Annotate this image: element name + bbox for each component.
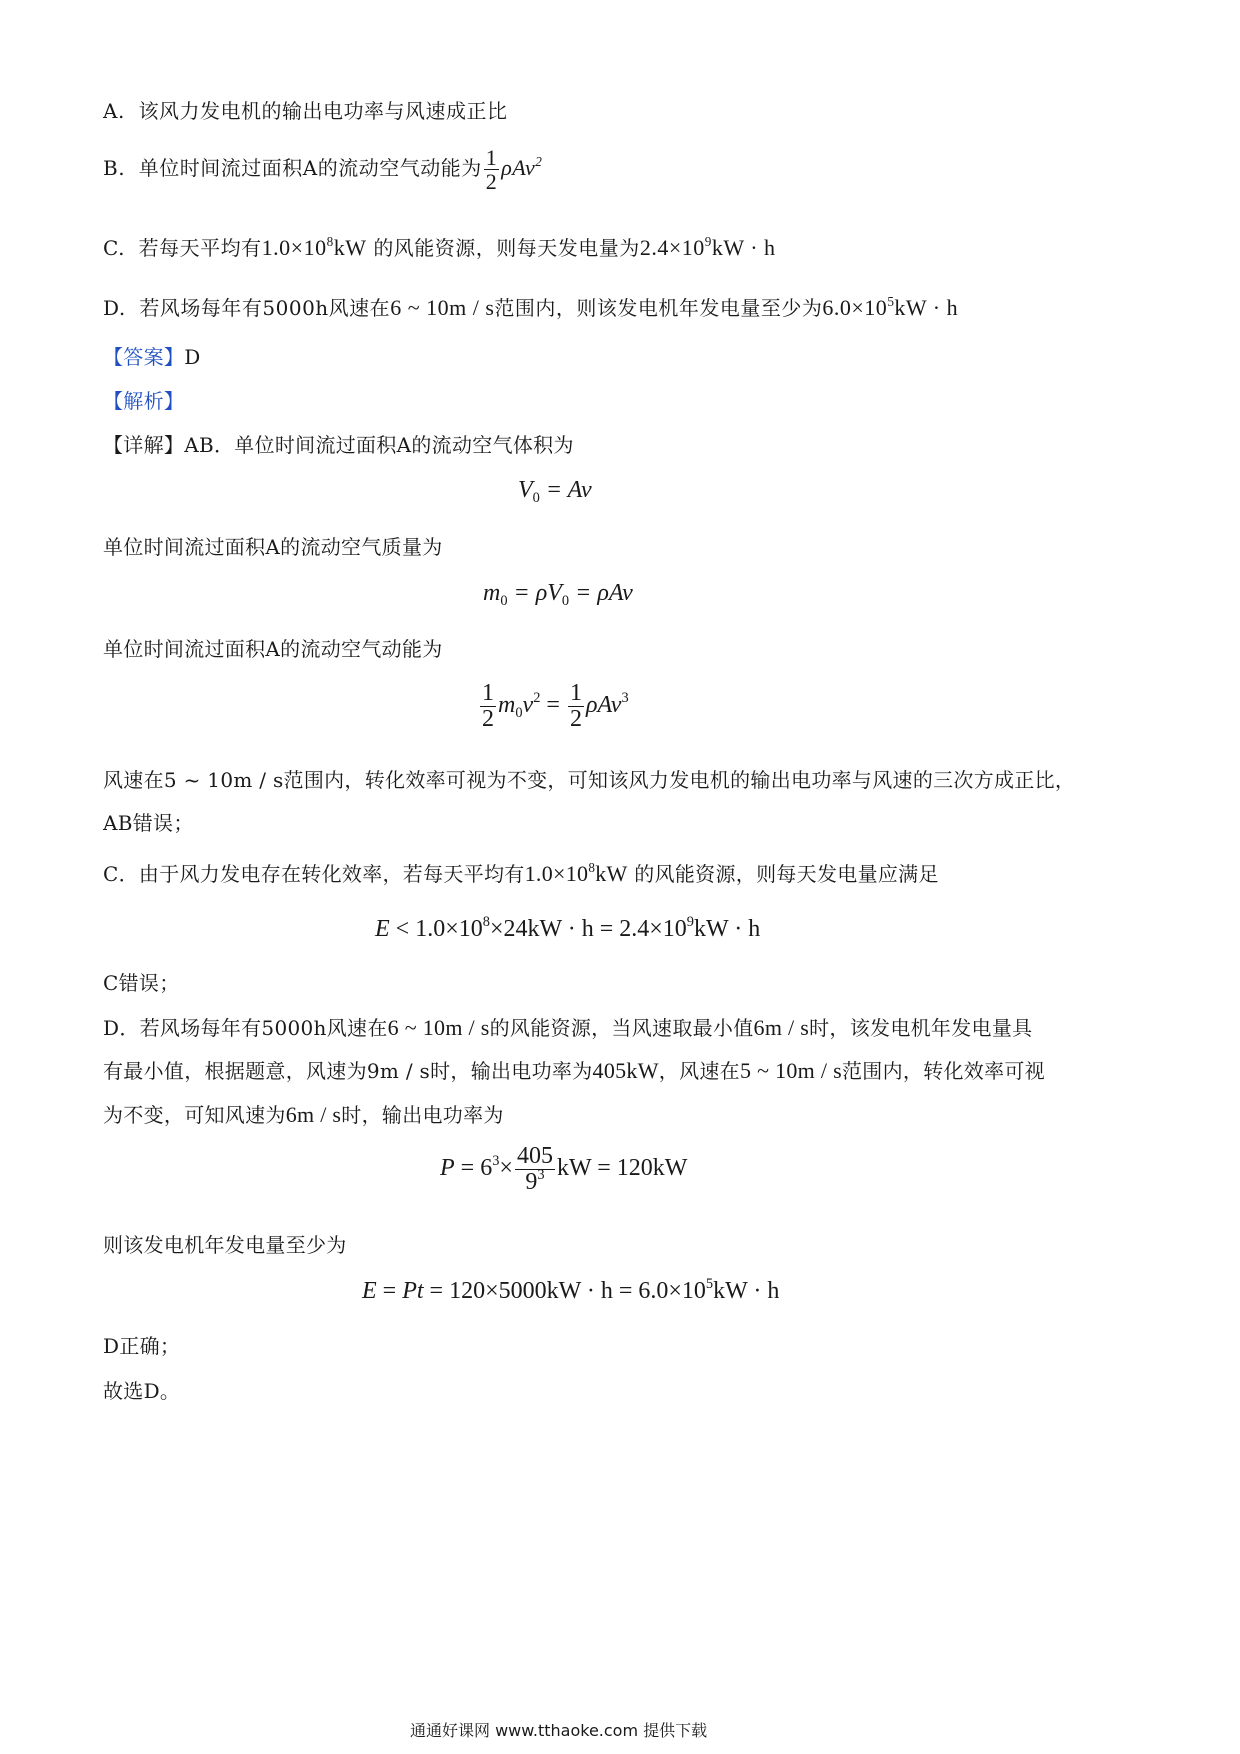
mass-intro: 单位时间流过面积A的流动空气质量为	[103, 535, 443, 559]
option-b-label: B.	[103, 156, 126, 181]
choose-line: 故选D。	[103, 1379, 181, 1403]
detail-tag: 【详解】	[103, 433, 185, 457]
equation-power: $P = 6^3\times$ $\frac{405}{9^3}$ kW = 120kW	[440, 1143, 688, 1196]
answer-tag: 【答案】	[103, 345, 185, 369]
option-c-math1: $1.0\times 10^8kW$	[261, 233, 367, 260]
d-line-3: 为不变，可知风速为6m / s时，输出电功率为	[103, 1102, 504, 1127]
d-line-2: 有最小值，根据题意，风速为9m / s时，输出电功率为405kW，风速在5 ~ 10m / s范围内，转化效率可视	[103, 1058, 1045, 1083]
option-c-math2: $2.4\times 10^9kW \cdot h$	[639, 233, 776, 260]
ab-wrong: AB错误；	[103, 811, 194, 835]
option-d-range: 6 ~ 10m / s	[390, 295, 495, 320]
d-correct: D正确；	[103, 1334, 181, 1358]
option-b-fraction: $\frac{1}{2}$	[485, 145, 498, 195]
answer-line	[103, 341, 201, 370]
option-c	[103, 232, 776, 261]
option-a	[103, 95, 508, 124]
c-wrong: C错误；	[103, 971, 180, 995]
option-c-text-mid: 的风能资源，则每天发电量为	[373, 236, 640, 260]
option-d-text-mid: 范围内，则该发电机年发电量至少为	[494, 296, 823, 320]
analysis-tag: 【解析】	[103, 389, 185, 413]
equation-mass: $m_0 = \rho V_0 = \rho Av$	[483, 580, 633, 610]
c-intro: C．由于风力发电存在转化效率，若每天平均有$1.0\times 10^8kW$ 的风能资源，则每天发电量应满足	[103, 859, 939, 886]
option-d	[103, 292, 958, 321]
equation-annual-energy: $E = Pt = 120\times 5000kW \cdot h = 6.0\times 10^5kW \cdot h$	[362, 1275, 780, 1304]
option-b-expr: ρAv$^2$	[501, 153, 543, 181]
option-c-text-pre: 若每天平均有	[138, 236, 262, 260]
option-a-label: A.	[103, 99, 125, 123]
c-intro-math: $1.0\times 10^8kW$	[524, 859, 628, 886]
option-d-math1: $6.0\times 10^5kW \cdot h$	[822, 293, 959, 320]
detail-ab-intro	[103, 429, 574, 458]
equation-volume: $V_0 = Av$	[518, 477, 592, 507]
option-c-label: C.	[103, 236, 125, 260]
page-footer: 通通好课网 www.tthaoke.com 提供下载	[410, 1721, 708, 1740]
option-b-text: 单位时间流过面积A的流动空气动能为	[138, 156, 482, 181]
option-d-text-pre: 若风场每年有5000h风速在	[139, 296, 391, 320]
d-line-1: D．若风场每年有5000h风速在6 ~ 10m / s的风能资源，当风速取最小值6m / s时，该发电机年发电量具	[103, 1015, 1033, 1040]
answer-value: D	[184, 345, 201, 369]
ke-intro: 单位时间流过面积A的流动空气动能为	[103, 637, 443, 661]
ab-intro-text: AB．单位时间流过面积A的流动空气体积为	[184, 433, 574, 457]
equation-kinetic-energy: $\frac{1}{2}$ $m_0v^2$ = $\frac{1}{2}$ ρAv$^3$	[482, 680, 629, 733]
analysis-line	[103, 385, 184, 414]
option-a-text: 该风力发电机的输出电功率与风速成正比	[138, 99, 508, 123]
equation-daily-energy: $E < 1.0\times 10^8\times 24kW \cdot h = 2.4\times 10^9kW \cdot h$	[375, 913, 761, 942]
option-b	[103, 146, 542, 193]
ab-conclusion: 风速在5 ~ 10m / s范围内，转化效率可视为不变，可知该风力发电机的输出电功率与风速的三次方成正比，	[103, 768, 1076, 792]
option-d-label: D.	[103, 296, 126, 320]
annual-intro: 则该发电机年发电量至少为	[103, 1233, 347, 1257]
